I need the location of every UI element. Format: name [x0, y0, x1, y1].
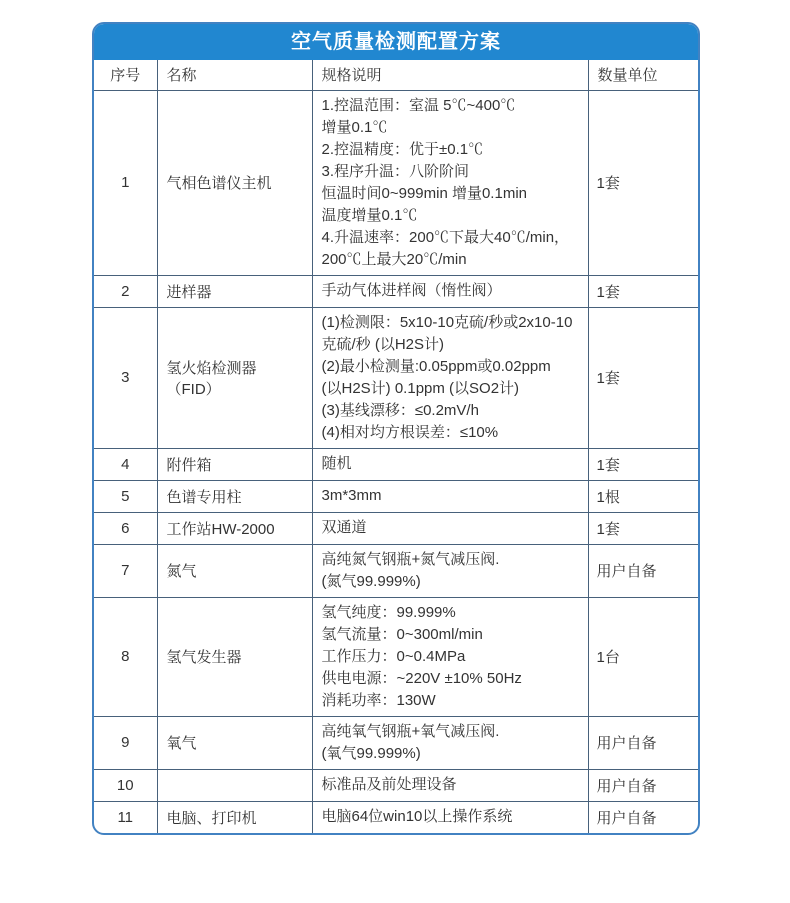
spec-line: 3m*3mm: [321, 487, 382, 504]
spec-line: 恒温时间0~999min 增量0.1min: [321, 184, 527, 202]
item-spec: [312, 597, 588, 716]
row-number: 5: [94, 480, 157, 512]
table-row: [94, 448, 698, 480]
item-spec: [312, 448, 588, 480]
spec-line: 消耗功率：130W: [321, 691, 436, 709]
spec-line: 3.程序升温：八阶阶间: [321, 162, 470, 180]
column-header-0: 序号: [94, 60, 157, 90]
item-name: 氧气: [157, 716, 312, 769]
table-row: [94, 275, 698, 307]
spec-line: 随机: [321, 455, 352, 472]
item-spec: [312, 275, 588, 307]
table-body: [94, 90, 698, 833]
item-name: 电脑、打印机: [157, 801, 312, 833]
table-row: [94, 769, 698, 801]
spec-table-panel: [92, 22, 700, 835]
spec-line: 4.升温速率：200℃下最大40℃/min，: [321, 228, 570, 246]
spec-line: (3)基线漂移：≤0.2mV/h: [321, 401, 479, 419]
row-number: 6: [94, 512, 157, 544]
item-name: 氢气发生器: [157, 597, 312, 716]
item-name: 工作站HW-2000: [157, 512, 312, 544]
header-row: [94, 60, 698, 90]
spec-line: 氢气纯度：99.999%: [321, 603, 456, 621]
spec-line: 2.控温精度：优于±0.1℃: [321, 140, 484, 158]
item-quantity: 用户自备: [588, 716, 698, 769]
item-quantity: 1套: [588, 307, 698, 448]
item-name: 色谱专用柱: [157, 480, 312, 512]
table-row: [94, 480, 698, 512]
item-quantity: 用户自备: [588, 801, 698, 833]
item-name: 氢火焰检测器（FID）: [157, 307, 312, 448]
spec-line: 供电电源：~220V ±10% 50Hz: [321, 669, 522, 687]
row-number: 7: [94, 544, 157, 597]
row-number: 2: [94, 275, 157, 307]
item-name: 进样器: [157, 275, 312, 307]
spec-line: (2)最小检测量:0.05ppm或0.02ppm: [321, 357, 551, 375]
item-quantity: 1套: [588, 90, 698, 275]
item-name: 附件箱: [157, 448, 312, 480]
spec-line: (1)检测限：5x10-10克硫/秒或2x10-10: [321, 313, 573, 331]
table-row: [94, 307, 698, 448]
spec-line: 工作压力：0~0.4MPa: [321, 647, 466, 665]
item-quantity: 1套: [588, 448, 698, 480]
row-number: 4: [94, 448, 157, 480]
item-spec: [312, 307, 588, 448]
item-quantity: 用户自备: [588, 769, 698, 801]
row-number: 3: [94, 307, 157, 448]
table-row: [94, 90, 698, 275]
item-spec: [312, 801, 588, 833]
row-number: 11: [94, 801, 157, 833]
column-header-3: 数量单位: [588, 60, 698, 90]
table-row: [94, 801, 698, 833]
row-number: 9: [94, 716, 157, 769]
item-spec: [312, 544, 588, 597]
item-name: 氮气: [157, 544, 312, 597]
spec-line: 200℃上最大20℃/min: [321, 250, 467, 268]
column-header-1: 名称: [157, 60, 312, 90]
item-quantity: 1台: [588, 597, 698, 716]
row-number: 1: [94, 90, 157, 275]
spec-line: 高纯氧气钢瓶+氧气减压阀.: [321, 722, 500, 740]
item-quantity: 1套: [588, 512, 698, 544]
spec-table: [94, 60, 698, 833]
row-number: 8: [94, 597, 157, 716]
table-row: [94, 512, 698, 544]
spec-line: 双通道: [321, 519, 367, 536]
item-name: 气相色谱仪主机: [157, 90, 312, 275]
row-number: 10: [94, 769, 157, 801]
item-spec: [312, 512, 588, 544]
spec-line: 标准品及前处理设备: [321, 776, 457, 793]
item-spec: [312, 480, 588, 512]
spec-line: 电脑64位win10以上操作系统: [321, 808, 513, 826]
spec-line: (以H2S计) 0.1ppm (以SO2计): [321, 379, 520, 397]
spec-line: (氧气99.999%): [321, 744, 421, 762]
item-name: [157, 769, 312, 801]
spec-line: 氢气流量：0~300ml/min: [321, 625, 483, 643]
spec-line: 增量0.1℃: [321, 118, 388, 136]
spec-line: (4)相对均方根误差：≤10%: [321, 423, 499, 441]
spec-line: 1.控温范围：室温 5℃~400℃: [321, 96, 516, 114]
item-spec: [312, 769, 588, 801]
spec-line: (氮气99.999%): [321, 572, 421, 590]
item-spec: [312, 716, 588, 769]
table-row: [94, 544, 698, 597]
item-spec: [312, 90, 588, 275]
table-row: [94, 597, 698, 716]
spec-line: 高纯氮气钢瓶+氮气减压阀.: [321, 550, 500, 568]
spec-line: 手动气体进样阀（惰性阀）: [321, 282, 502, 299]
column-header-2: 规格说明: [312, 60, 588, 90]
table-row: [94, 716, 698, 769]
spec-line: 温度增量0.1℃: [321, 206, 418, 224]
spec-line: 克硫/秒 (以H2S计): [321, 335, 445, 353]
item-quantity: 1根: [588, 480, 698, 512]
item-quantity: 用户自备: [588, 544, 698, 597]
item-quantity: 1套: [588, 275, 698, 307]
page-title: 空气质量检测配置方案: [94, 24, 698, 60]
